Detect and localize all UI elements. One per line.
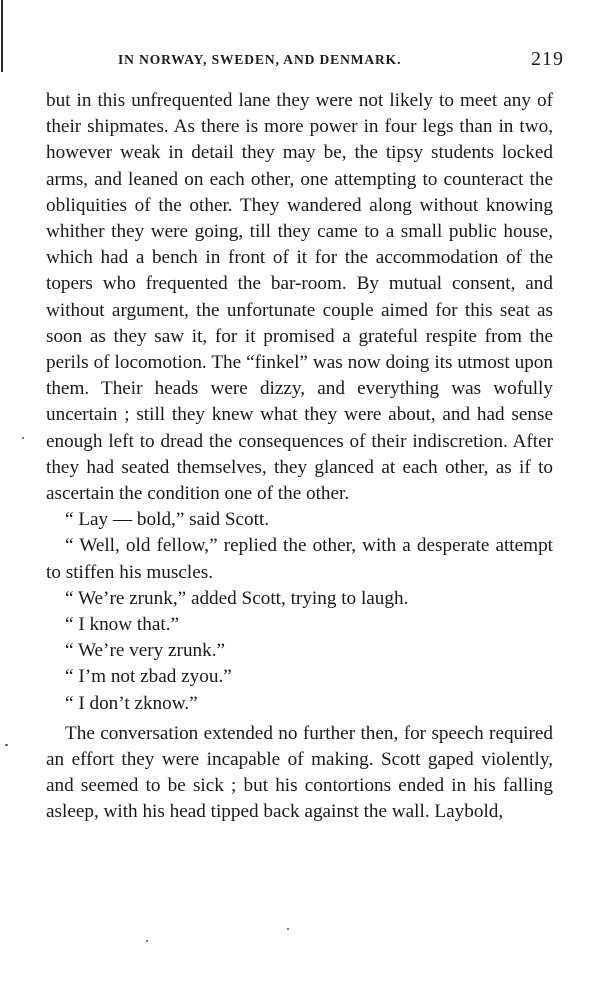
dialogue-line: “ We’re zrunk,” added Scott, trying to laugh. xyxy=(65,587,409,609)
dialogue-line: “ I’m not zbad zyou.” xyxy=(65,666,232,688)
running-head: IN NORWAY, SWEDEN, AND DENMARK. xyxy=(118,52,402,67)
scan-speck xyxy=(287,928,289,930)
page-edge-rule xyxy=(1,0,3,72)
dialogue-line: “ I don’t zknow.” xyxy=(65,692,198,714)
scan-speck xyxy=(5,744,8,746)
dialogue-line: “ We’re very zrunk.” xyxy=(65,640,226,662)
paragraph: but in this unfrequented lane they were not likely to meet any of their shipmates. As there is more power in four legs than in two, however weak in detail they may be, the tipsy students locked arms, and leaned on each other, one attempting to counteract the obliquities of the other. They wandered along without knowing whither they were going, till they came to a small public house, which had a bench in front of it for the accommodation of the topers who frequented the bar-room. By mutual consent, and without argument, the unfortunate couple aimed for this seat as soon as they saw it, for it promised a grateful respite from the perils of locomotion. The “finkel” was now doing its utmost upon them. Their heads were dizzy, and everything was wofully uncertain ; still they knew what they were about, and had sense enough left to dread the consequences of their indiscretion. After they had seated themselves, they glanced at each other, as if to ascertain the condition one of the other. xyxy=(46,90,553,505)
scan-speck xyxy=(22,437,24,439)
scan-speck xyxy=(146,940,148,942)
page-number: 219 xyxy=(531,48,564,70)
dialogue-line: “ I know that.” xyxy=(65,614,180,636)
page-header xyxy=(118,50,564,74)
paragraph: The conversation extended no further then, for speech required an effort they were incapable of making. Scott gaped violently, and seemed to be sick ; but his contortions ended in his falling asleep, with his head tipped back against the wall. Laybold, xyxy=(46,722,553,823)
dialogue-line: “ Well, old fellow,” replied the other, with a desperate attempt to stiffen his muscles. xyxy=(46,535,553,583)
dialogue-line: “ Lay — bold,” said Scott. xyxy=(65,509,270,531)
body-text xyxy=(46,88,553,826)
